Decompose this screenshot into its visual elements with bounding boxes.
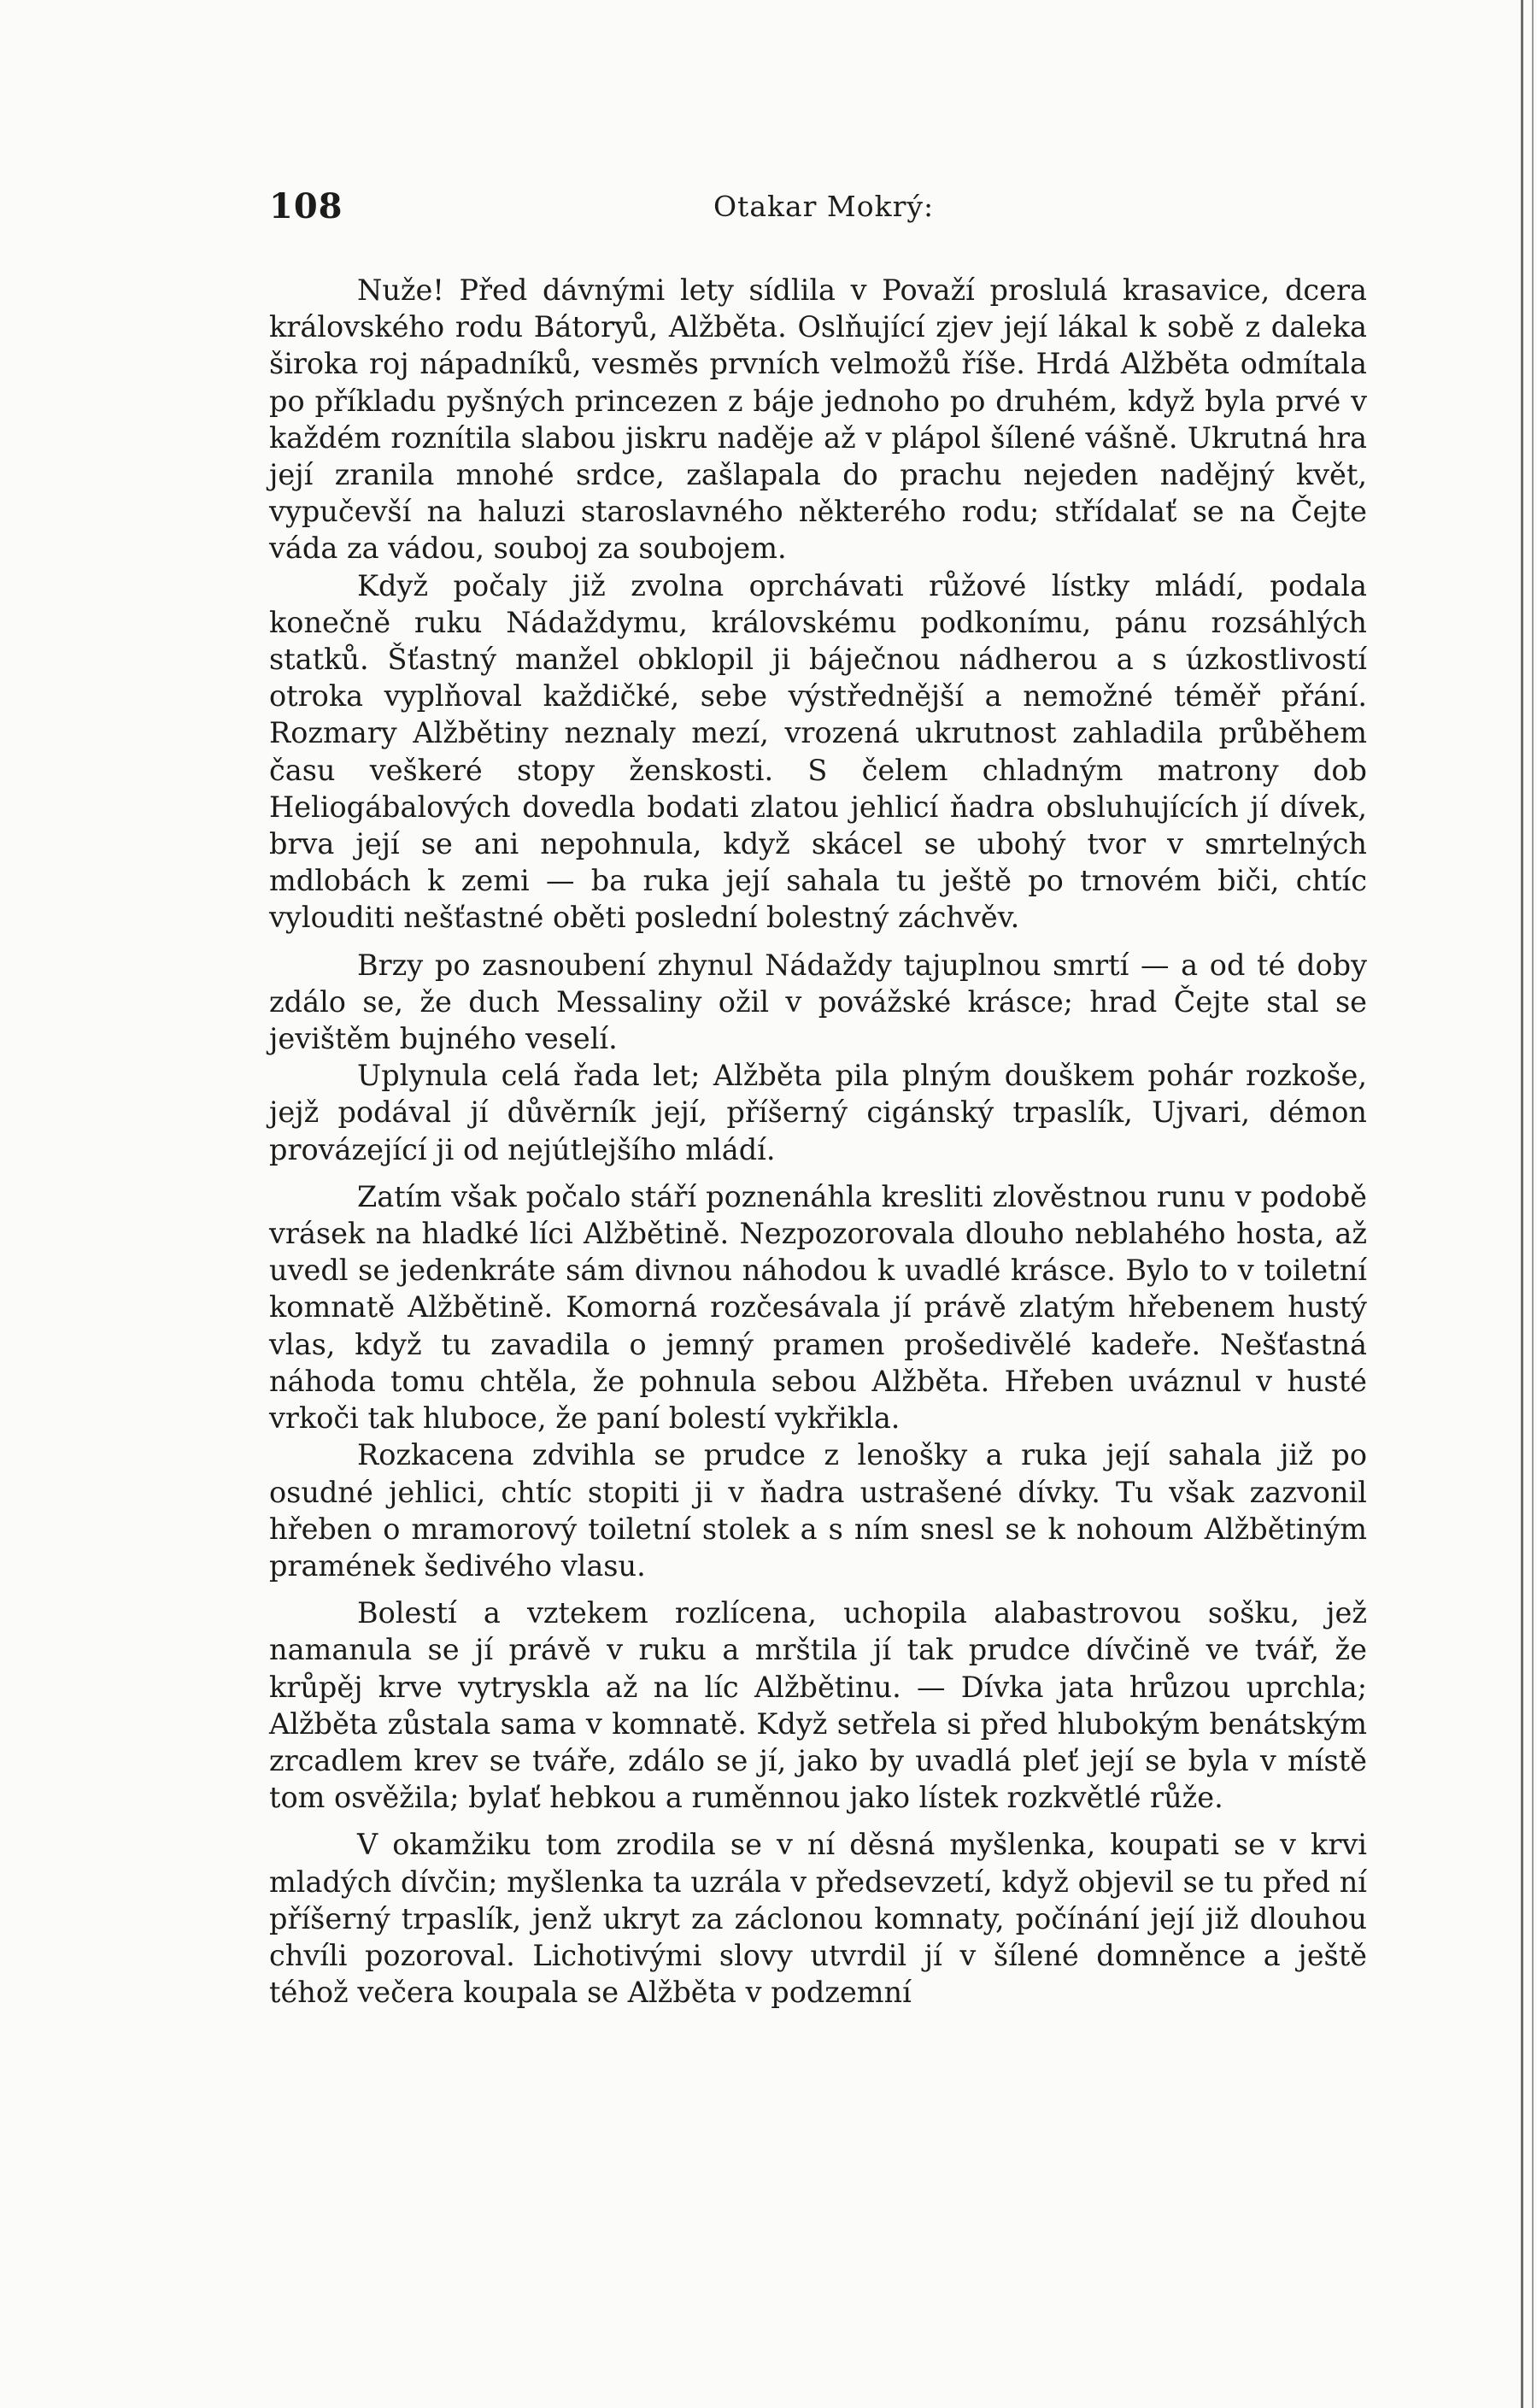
- page-header: [269, 186, 1367, 232]
- running-head: Otakar Mokrý:: [713, 190, 935, 223]
- paragraph: Uplynula celá řada let; Alžběta pila plným douškem pohár rozkoše, jejž podával jí důvěrník její, příšerný cigánský trpaslík, Ujvari, démon provázející ji od nejútlejšího mládí.: [269, 1059, 1367, 1166]
- paragraph: Když počaly již zvolna oprchávati růžové lístky mládí, podala konečně ruku Nádaždymu, královskému podkonímu, pánu rozsáhlých statků. Šťastný manžel obklopil ji báječnou nádherou a s úzkostlivostí otroka vyplňoval každičké, sebe výstřednější a nemožné téměř přání. Rozmary Alžbětiny neznaly mezí, vrozená ukrutnost zahladila průběhem času veškeré stopy ženskosti. S čelem chladným matrony dob Heliogábalových dovedla bodati zlatou jehlicí ňadra obsluhujících jí dívek, brva její se ani nepohnula, když skácel se ubohý tvor v smrtelných mdlobách k zemi — ba ruka její sahala tu ještě po trnovém biči, chtíc vylouditi nešťastné oběti poslední bolestný záchvěv.: [269, 568, 1367, 935]
- paragraph: Nuže! Před dávnými lety sídlila v Považí proslulá krasavice, dcera královského rodu Bátoryů, Alžběta. Oslňující zjev její lákal k sobě z daleka široka roj nápadníků, vesměs prvních velmožů říše. Hrdá Alžběta odmítala po příkladu pyšných princezen z báje jednoho po druhém, když byla prvé v každém roznítila slabou jiskru naděje až v plápol šílené vášně. Ukrutná hra její zranila mnohé srdce, zašlapala do prachu nejeden nadějný květ, vypučevší na haluzi staroslavného některého rodu; střídalať se na Čejte váda za vádou, souboj za soubojem.: [269, 273, 1367, 566]
- paragraph: Brzy po zasnoubení zhynul Nádaždy tajuplnou smrtí — a od té doby zdálo se, že duch Messaliny ožil v povážské krásce; hrad Čejte stal se jevištěm bujného veselí.: [269, 948, 1367, 1056]
- page-number: 108: [269, 186, 343, 226]
- body-text: [269, 272, 1367, 2011]
- paragraph: V okamžiku tom zrodila se v ní děsná myšlenka, koupati se v krvi mladých dívčin; myšlenka ta uzrála v předsevzetí, když objevil se tu před ní příšerný trpaslík, jenž ukryt za záclonou komnaty, počínání její již dlouhou chvíli pozoroval. Lichotivými slovy utvrdil jí v šílené domněnce a ještě téhož večera koupala se Alžběta v podzemní: [269, 1828, 1367, 2010]
- paragraph: Bolestí a vztekem rozlícena, uchopila alabastrovou sošku, jež namanula se jí právě v ruku a mrštila jí tak prudce dívčině ve tvář, že krůpěj krve vytryskla až na líc Alžbětinu. — Dívka jata hrůzou uprchla; Alžběta zůstala sama v komnatě. Když setřela si před hlubokým benátským zrcadlem krev se tváře, zdálo se jí, jako by uvadlá pleť její se byla v místě tom osvěžila; bylať hebkou a ruměnnou jako lístek rozkvětlé růže.: [269, 1596, 1367, 1815]
- paragraph: Zatím však počalo stáří poznenáhla kresliti zlověstnou runu v podobě vrásek na hladké líci Alžbětině. Nezpozorovala dlouho neblahého hosta, až uvedl se jedenkráte sám divnou náhodou k uvadlé krásce. Bylo to v toiletní komnatě Alžbětině. Komorná rozčesávala jí právě zlatým hřebenem hustý vlas, když tu zavadila o jemný pramen prošedivělé kadeře. Nešťastná náhoda tomu chtěla, že pohnula sebou Alžběta. Hřeben uváznul v husté vrkoči tak hluboce, že paní bolestí vykřikla.: [269, 1179, 1367, 1436]
- paragraph: Rozkacena zdvihla se prudce z lenošky a ruka její sahala již po osudné jehlici, chtíc stopiti ji v ňadra ustrašené dívky. Tu však zazvonil hřeben o mramorový toiletní stolek a s ním snesl se k nohoum Alžbětiným pramének šedivého vlasu.: [269, 1438, 1367, 1583]
